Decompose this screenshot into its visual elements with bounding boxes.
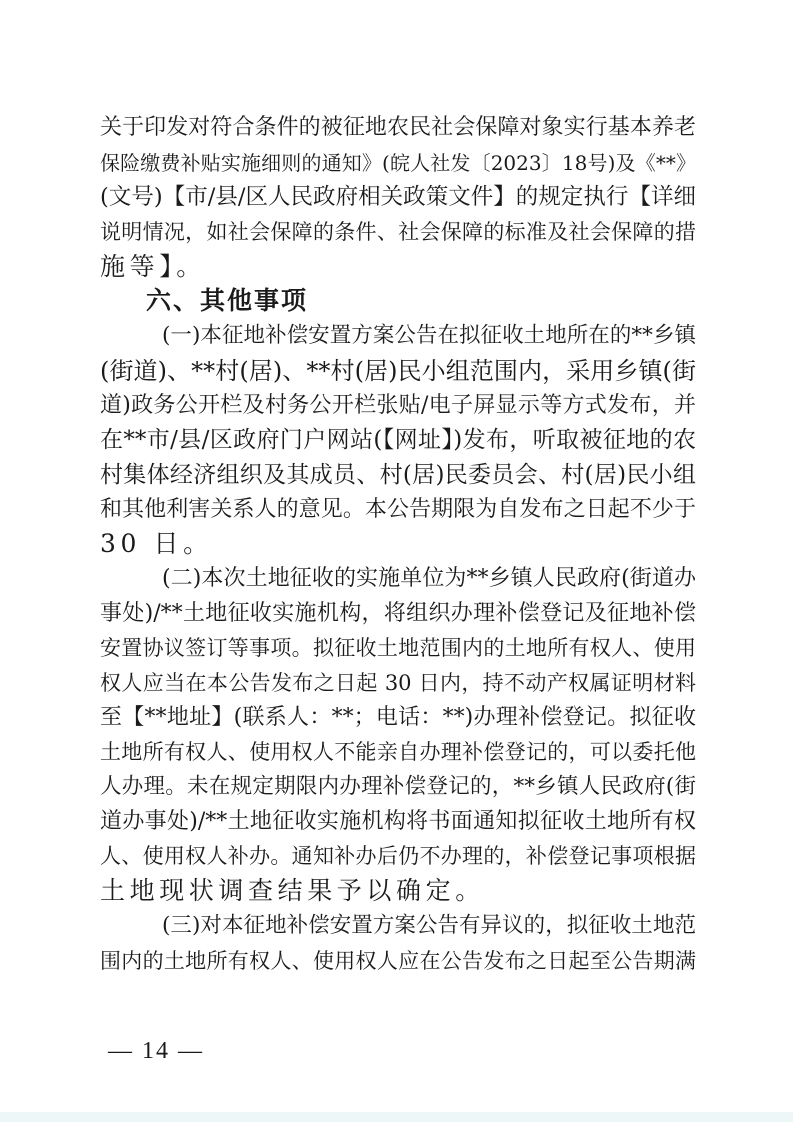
paragraph-2-line: 至【**地址】(联系人：**；电话：**)办理补偿登记。拟征收 (100, 704, 696, 730)
paragraph-2-line: 人、使用权人补办。通知补办后仍不办理的，补偿登记事项根据 (100, 844, 696, 869)
paragraph-2-line: 安置协议签订等事项。拟征收土地范围内的土地所有权人、使用 (100, 636, 696, 661)
paragraph-1-line: 30 日。 (100, 529, 213, 559)
text-line: 保险缴费补贴实施细则的通知》(皖人社发〔2023〕18号)及《**》 (100, 150, 696, 175)
paragraph-1-line: (街道)、**村(居)、**村(居)民小组范围内，采用乡镇(街 (100, 356, 696, 385)
text-line: 说明情况，如社会保障的条件、社会保障的标准及社会保障的措 (100, 220, 696, 245)
scan-edge-band (0, 1112, 793, 1122)
paragraph-2-line: (二)本次土地征收的实施单位为**乡镇人民政府(街道办 (162, 565, 696, 591)
paragraph-1-line: (一)本征地补偿安置方案公告在拟征收土地所在的**乡镇 (162, 323, 696, 349)
page-number: — 14 — (108, 1038, 204, 1064)
paragraph-3-line: 围内的土地所有权人、使用权人应在公告发布之日起至公告期满 (100, 948, 696, 973)
paragraph-2-line: 道办事处)/**土地征收实施机构将书面通知拟征收土地所有权 (100, 808, 696, 834)
text-line: (文号)【市/县/区人民政府相关政策文件】的规定执行【详细 (100, 184, 696, 211)
paragraph-2-line: 事处)/**土地征收实施机构，将组织办理补偿登记及征地补偿 (100, 600, 696, 626)
paragraph-2-line: 土地现状调查结果予以确定。 (100, 876, 485, 906)
paragraph-1-line: 在**市/县/区政府门户网站(【网址】)发布，听取被征地的农 (100, 427, 696, 454)
document-body (100, 111, 696, 978)
paragraph-1-line: 和其他利害关系人的意见。本公告期限为自发布之日起不少于 (100, 496, 696, 522)
text-line: 关于印发对符合条件的被征地农民社会保障对象实行基本养老 (100, 115, 696, 140)
paragraph-2-line: 土地所有权人、使用权人不能亲自办理补偿登记的，可以委托他 (100, 740, 696, 765)
paragraph-1-line: 道)政务公开栏及村务公开栏张贴/电子屏显示等方式发布，并 (100, 392, 696, 418)
paragraph-3-line: (三)对本征地补偿安置方案公告有异议的，拟征收土地范 (162, 912, 696, 938)
paragraph-2-line: 权人应当在本公告发布之日起 30 日内，持不动产权属证明材料 (100, 671, 696, 695)
text-line: 施等】。 (100, 251, 206, 281)
paragraph-2-line: 人办理。未在规定期限内办理补偿登记的，**乡镇人民政府(街 (100, 774, 696, 800)
paragraph-1-line: 村集体经济组织及其成员、村(居)民委员会、村(居)民小组 (100, 461, 696, 488)
section-heading: 六、其他事项 (146, 286, 309, 316)
